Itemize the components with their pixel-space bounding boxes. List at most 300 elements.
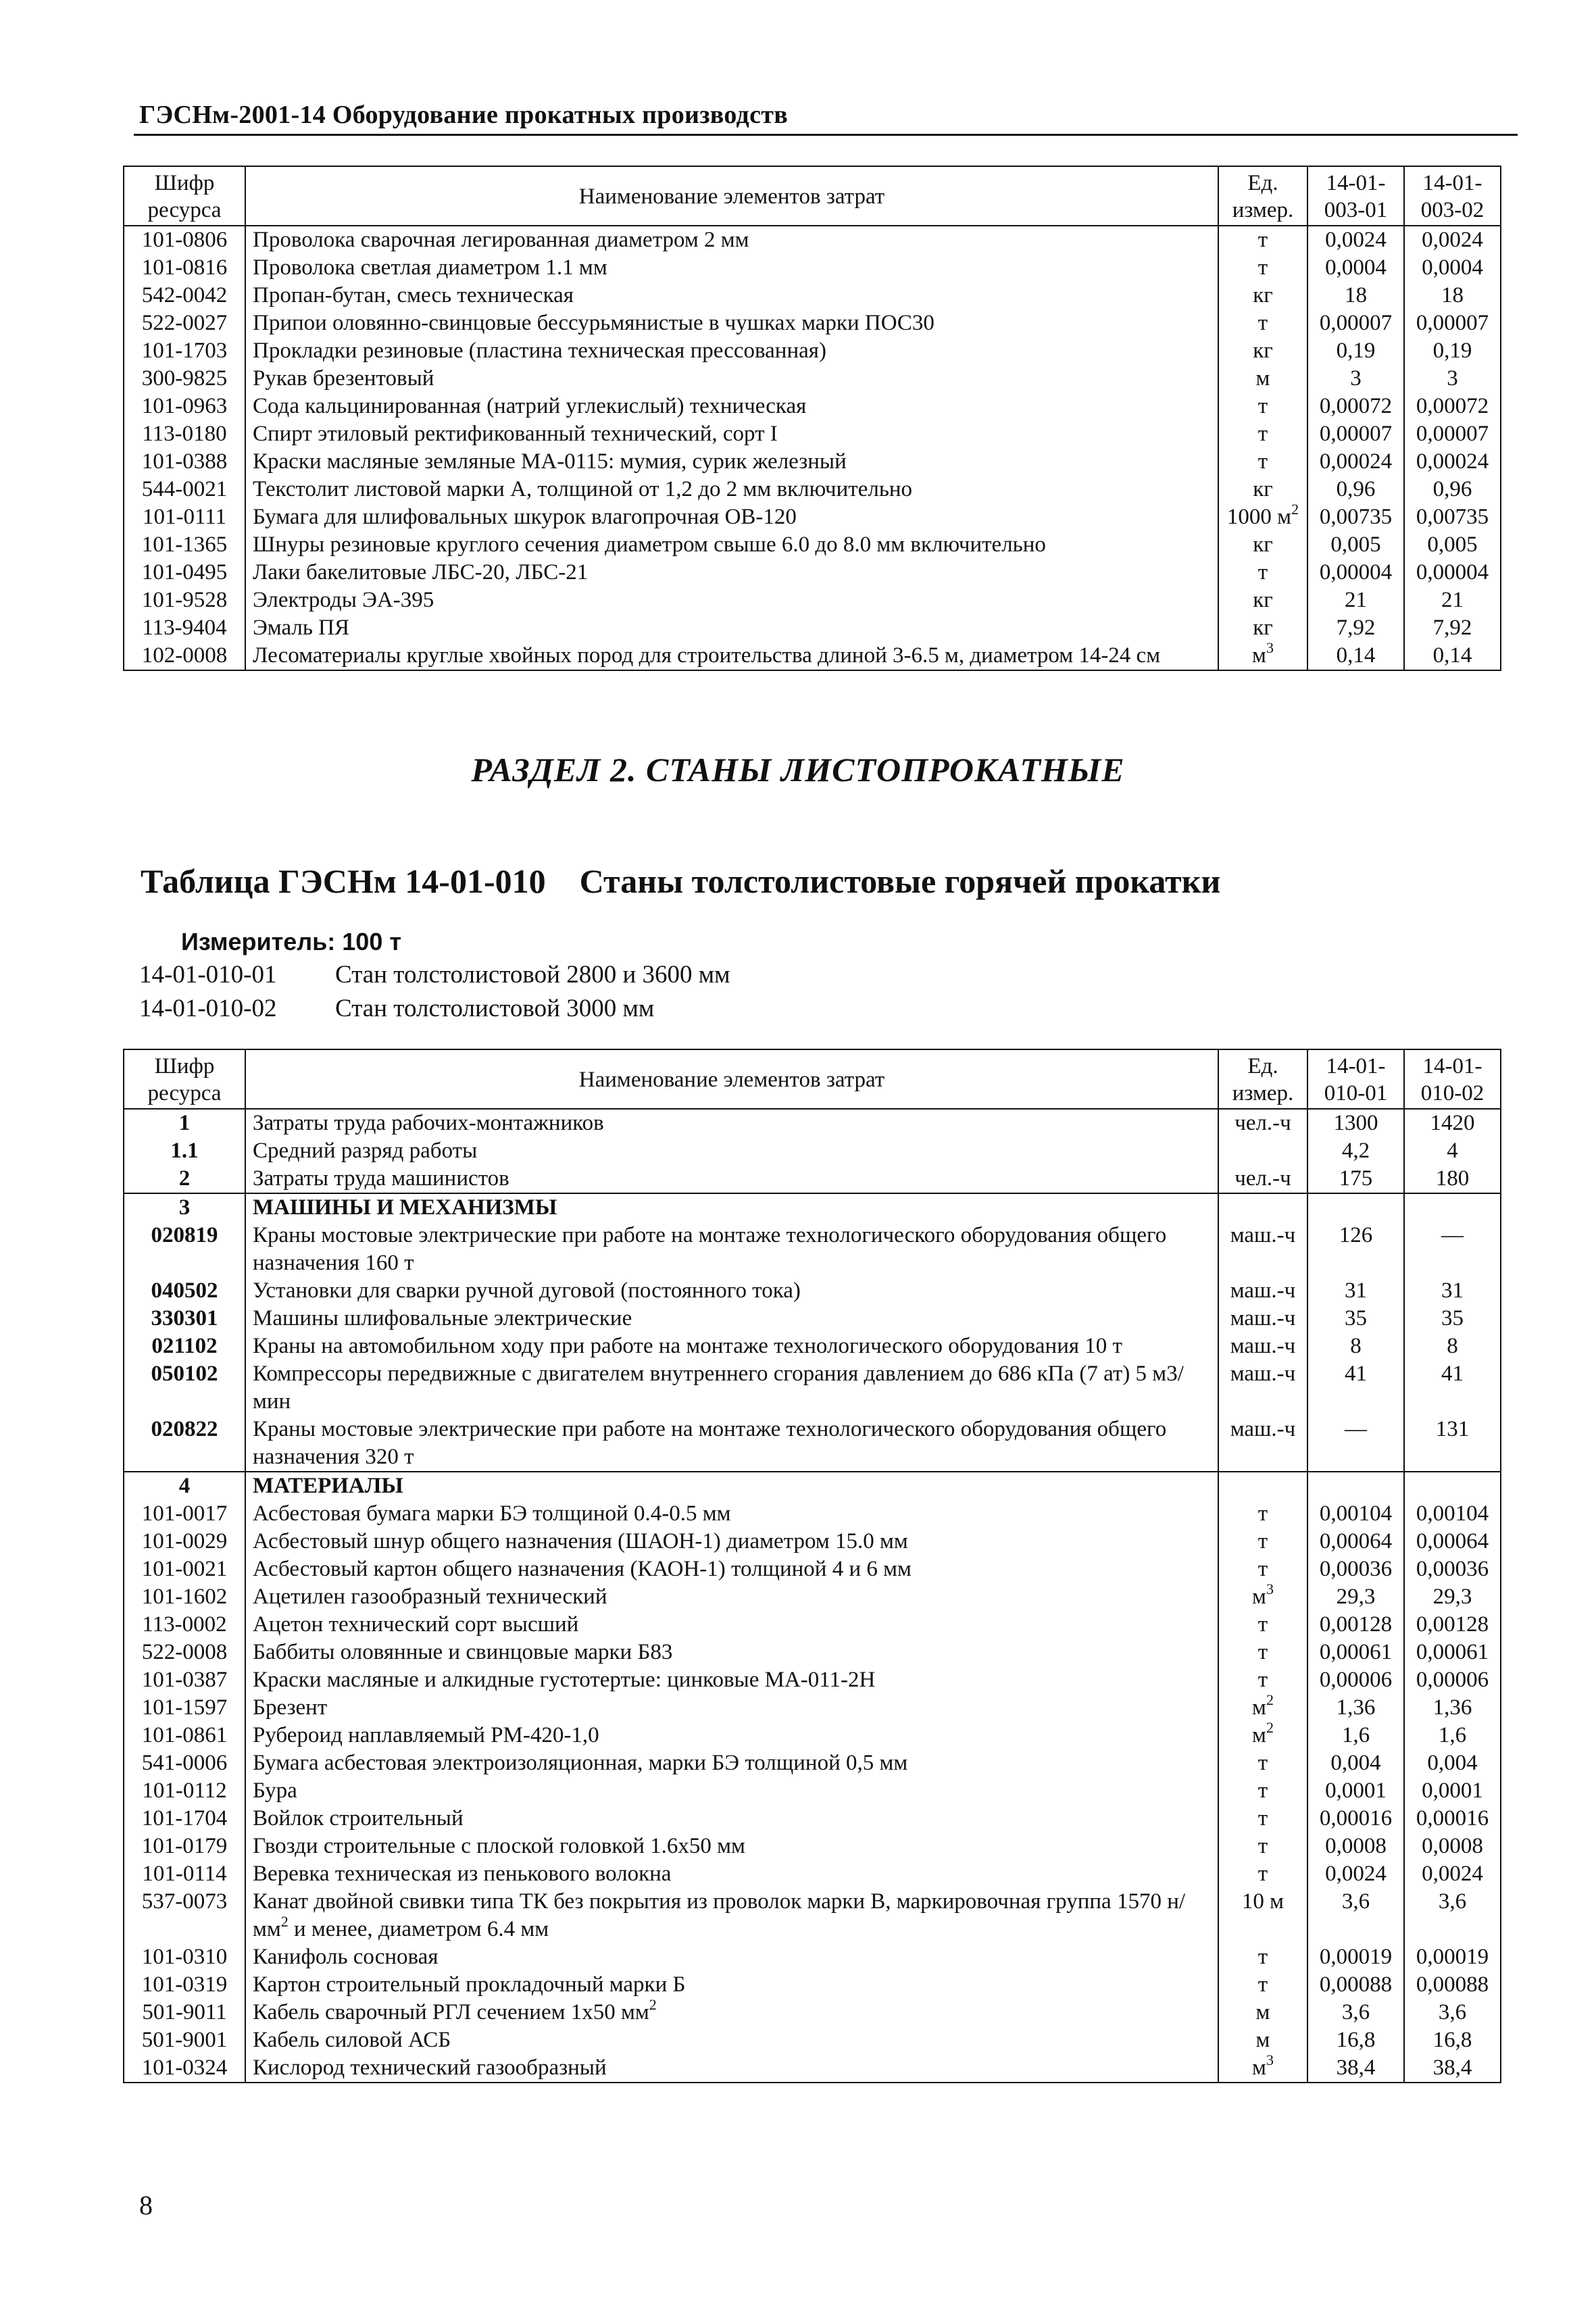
- row-value-2: 0,0008: [1404, 1833, 1501, 1860]
- row-name: [245, 254, 1218, 282]
- row-unit: [1218, 1137, 1307, 1165]
- row-name-text: Кабель силовой АСБ: [253, 2028, 451, 2052]
- row-value-1: 38,4: [1307, 2054, 1404, 2083]
- row-unit: [1218, 1691, 1307, 1722]
- row-name-text: Асбестовая бумага марки БЭ толщиной 0.4-0.5 мм: [253, 1501, 731, 1526]
- row-unit: [1218, 1333, 1307, 1360]
- measure-unit: Измеритель: 100 т: [181, 928, 401, 955]
- row-name-text: Компрессоры передвижные с двигателем внутреннего сгорания давлением до 686 кПа (7 ат) 5 м3/мин: [253, 1362, 1184, 1414]
- row-code: 101-0963: [124, 393, 245, 420]
- row-unit: [1218, 639, 1307, 670]
- row-name-text: Картон строительный прокладочный марки Б: [253, 1972, 686, 1997]
- table-row: [124, 1222, 1501, 1277]
- row-value-2: 0,00016: [1404, 1805, 1501, 1833]
- row-value-1: 0,00019: [1307, 1943, 1404, 1971]
- variant-name: Стан толстолистовой 2800 и 3600 мм: [335, 961, 730, 989]
- row-name: [245, 393, 1218, 420]
- row-value-2: 0,00064: [1404, 1528, 1501, 1555]
- row-unit-sup: 2: [1291, 501, 1299, 518]
- section-title: РАЗДЕЛ 2. СТАНЫ ЛИСТОПРОКАТНЫЕ: [471, 751, 1125, 789]
- row-name-text: Установки для сварки ручной дуговой (постоянного тока): [253, 1278, 801, 1303]
- row-unit: [1218, 559, 1307, 587]
- row-code: 101-0310: [124, 1943, 245, 1971]
- row-unit-sup: 2: [1266, 1719, 1274, 1736]
- row-unit-text: кг: [1253, 588, 1273, 612]
- table-row: [124, 1639, 1501, 1666]
- row-unit-text: т: [1257, 1834, 1268, 1858]
- row-code: 537-0073: [124, 1888, 245, 1943]
- row-unit: [1218, 2026, 1307, 2054]
- row-value-2: 18: [1404, 282, 1501, 309]
- row-name-text: Средний разряд работы: [253, 1139, 478, 1163]
- header-unit: Ед. измер.: [1218, 166, 1307, 226]
- row-name: [245, 420, 1218, 448]
- table-row: [124, 254, 1501, 282]
- row-value-2: 0,00007: [1404, 309, 1501, 337]
- row-name: [245, 1833, 1218, 1860]
- row-value-1: 1300: [1307, 1109, 1404, 1137]
- row-value-2: 1,6: [1404, 1722, 1501, 1749]
- header-col1: 14-01-010-01: [1307, 1049, 1404, 1109]
- table-row: [124, 1305, 1501, 1333]
- row-unit-text: м: [1255, 2028, 1270, 2052]
- row-name-text: Гвозди строительные с плоской головкой 1.6х50 мм: [253, 1834, 745, 1858]
- table-row: [124, 559, 1501, 587]
- row-code: 522-0008: [124, 1639, 245, 1666]
- page-number: 8: [139, 2190, 153, 2220]
- row-code: 101-1365: [124, 531, 245, 559]
- row-name: [245, 531, 1218, 559]
- table-row: [124, 1583, 1501, 1611]
- row-name-text: Проволока светлая диаметром 1.1 мм: [253, 255, 607, 280]
- row-name: [245, 226, 1218, 254]
- table-row: [124, 2026, 1501, 2054]
- row-value-1: 0,004: [1307, 1749, 1404, 1777]
- row-unit-sup: 3: [1266, 1580, 1274, 1597]
- row-code: 501-9011: [124, 1999, 245, 2026]
- row-value-2: 0,00006: [1404, 1666, 1501, 1694]
- row-name: [245, 1611, 1218, 1639]
- row-value-2: 16,8: [1404, 2026, 1501, 2054]
- row-unit-text: т: [1257, 1751, 1268, 1775]
- row-name: [245, 476, 1218, 503]
- row-unit: [1218, 365, 1307, 393]
- row-unit: [1218, 1305, 1307, 1333]
- table-row: [124, 1777, 1501, 1805]
- row-code: 101-1602: [124, 1583, 245, 1611]
- row-value-1: 0,0024: [1307, 226, 1404, 254]
- row-code: 101-9528: [124, 587, 245, 614]
- row-code: 3: [124, 1193, 245, 1222]
- row-value-1: 29,3: [1307, 1583, 1404, 1611]
- row-name-text: Краны мостовые электрические при работе на монтаже технологического оборудования общего назначения 320 т: [253, 1417, 1167, 1469]
- row-unit: [1218, 2051, 1307, 2083]
- row-value-2: 0,00036: [1404, 1555, 1501, 1583]
- row-unit-text: т: [1257, 228, 1268, 252]
- row-name: [245, 587, 1218, 614]
- row-unit-text: т: [1257, 422, 1268, 446]
- table-row: [124, 1749, 1501, 1777]
- row-name-text: Асбестовый шнур общего назначения (ШАОН-1) диаметром 15.0 мм: [253, 1529, 908, 1553]
- row-name: [245, 337, 1218, 365]
- header-col1: 14-01-003-01: [1307, 166, 1404, 226]
- row-unit: [1218, 1860, 1307, 1888]
- row-code: 101-0324: [124, 2054, 245, 2083]
- row-name: [245, 309, 1218, 337]
- row-value-2: 0,00004: [1404, 559, 1501, 587]
- resource-table-1: [123, 166, 1501, 671]
- row-name: [245, 1722, 1218, 1749]
- table-row: [124, 1943, 1501, 1971]
- table-row: [124, 309, 1501, 337]
- header-code: Шифр ресурса: [124, 1049, 245, 1109]
- row-name: [245, 559, 1218, 587]
- row-code: 101-1703: [124, 337, 245, 365]
- row-name: [245, 1749, 1218, 1777]
- table-row: [124, 420, 1501, 448]
- row-unit: [1218, 226, 1307, 254]
- row-unit: [1218, 1805, 1307, 1833]
- row-value-1: 16,8: [1307, 2026, 1404, 2054]
- row-name-text: Электроды ЭА-395: [253, 588, 434, 612]
- table-row: [124, 1333, 1501, 1360]
- row-code: 101-0495: [124, 559, 245, 587]
- row-name: [245, 1777, 1218, 1805]
- table-row: [124, 337, 1501, 365]
- row-name-text: Краны мостовые электрические при работе на монтаже технологического оборудования общего назначения 160 т: [253, 1223, 1167, 1275]
- row-value-2: —: [1404, 1222, 1501, 1277]
- row-value-1: 0,00007: [1307, 309, 1404, 337]
- row-unit-text: т: [1257, 1529, 1268, 1553]
- row-name: [245, 1277, 1218, 1305]
- table-row: [124, 1360, 1501, 1416]
- row-value-1: 0,0001: [1307, 1777, 1404, 1805]
- row-code: 102-0008: [124, 642, 245, 670]
- row-code: 101-0021: [124, 1555, 245, 1583]
- row-unit-text: т: [1257, 1557, 1268, 1581]
- row-value-1: 0,0008: [1307, 1833, 1404, 1860]
- row-name: [245, 2054, 1218, 2083]
- row-value-2: 3,6: [1404, 1888, 1501, 1943]
- row-unit: [1218, 1888, 1307, 1943]
- row-value-2: 0,00735: [1404, 503, 1501, 531]
- header-col2: 14-01-010-02: [1404, 1049, 1501, 1109]
- row-unit-sup: 2: [1266, 1691, 1274, 1708]
- row-value-1: 3,6: [1307, 1999, 1404, 2026]
- row-value-2: 0,00128: [1404, 1611, 1501, 1639]
- row-name: [245, 1666, 1218, 1694]
- row-name: [245, 1109, 1218, 1137]
- row-name: [245, 1583, 1218, 1611]
- row-name-text: Брезент: [253, 1695, 328, 1720]
- row-name-text: Бумага асбестовая электроизоляционная, марки БЭ толщиной 0,5 мм: [253, 1751, 908, 1775]
- row-name: [245, 1694, 1218, 1722]
- row-value-2: 3: [1404, 365, 1501, 393]
- row-unit-text: т: [1257, 311, 1268, 335]
- row-unit: [1218, 448, 1307, 476]
- row-unit-text: м: [1252, 1695, 1266, 1720]
- row-name: [245, 1333, 1218, 1360]
- table-row: [124, 1833, 1501, 1860]
- row-code: 113-9404: [124, 614, 245, 642]
- row-unit: [1218, 1971, 1307, 1999]
- table-row: [124, 2054, 1501, 2083]
- row-value-1: 0,00104: [1307, 1500, 1404, 1528]
- row-code: 101-1597: [124, 1694, 245, 1722]
- row-unit: [1218, 1749, 1307, 1777]
- row-name-text: Ацетон технический сорт высший: [253, 1612, 579, 1637]
- table-row: [124, 282, 1501, 309]
- row-code: 4: [124, 1472, 245, 1500]
- row-name: [245, 1500, 1218, 1528]
- row-unit-text: маш.-ч: [1230, 1417, 1296, 1441]
- row-unit-text: т: [1257, 1945, 1268, 1969]
- table-row: [124, 1888, 1501, 1943]
- row-value-1: [1307, 1472, 1404, 1500]
- table-row: [124, 393, 1501, 420]
- row-unit: [1218, 420, 1307, 448]
- row-name: [245, 448, 1218, 476]
- row-value-1: —: [1307, 1416, 1404, 1472]
- row-unit: [1218, 1580, 1307, 1611]
- row-value-2: 0,00072: [1404, 393, 1501, 420]
- row-value-1: 0,00024: [1307, 448, 1404, 476]
- row-value-2: 4: [1404, 1137, 1501, 1165]
- variant-list: [139, 958, 730, 1026]
- row-value-2: 21: [1404, 587, 1501, 614]
- row-value-1: 0,00007: [1307, 420, 1404, 448]
- row-unit-text: кг: [1253, 477, 1273, 501]
- row-value-2: 0,14: [1404, 642, 1501, 670]
- row-unit-text: т: [1257, 1640, 1268, 1664]
- row-unit-text: маш.-ч: [1230, 1278, 1296, 1303]
- row-code: 101-1704: [124, 1805, 245, 1833]
- row-unit-text: т: [1257, 1668, 1268, 1692]
- row-name: [245, 1860, 1218, 1888]
- row-name-text: Текстолит листовой марки А, толщиной от 1,2 до 2 мм включительно: [253, 477, 913, 501]
- row-unit-text: чел.-ч: [1235, 1166, 1291, 1191]
- row-code: 101-0029: [124, 1528, 245, 1555]
- table-row: [124, 587, 1501, 614]
- row-value-1: 0,00006: [1307, 1666, 1404, 1694]
- row-code: 2: [124, 1165, 245, 1193]
- row-name-text: Баббиты оловянные и свинцовые марки Б83: [253, 1640, 673, 1664]
- row-unit: [1218, 1528, 1307, 1555]
- header-rule: [134, 134, 1518, 136]
- row-unit: [1218, 587, 1307, 614]
- row-value-1: 0,19: [1307, 337, 1404, 365]
- row-code: 1.1: [124, 1137, 245, 1165]
- table-row: [124, 1528, 1501, 1555]
- row-value-2: 0,0004: [1404, 254, 1501, 282]
- row-value-1: 31: [1307, 1277, 1404, 1305]
- row-value-1: 0,00088: [1307, 1971, 1404, 1999]
- row-unit: [1218, 1611, 1307, 1639]
- row-name-text: Затраты труда машинистов: [253, 1166, 509, 1191]
- row-name: [245, 1555, 1218, 1583]
- row-code: 101-0179: [124, 1833, 245, 1860]
- row-value-2: 0,96: [1404, 476, 1501, 503]
- row-value-1: 3,6: [1307, 1888, 1404, 1943]
- row-code: 330301: [124, 1305, 245, 1333]
- row-unit-text: т: [1257, 255, 1268, 280]
- row-code: 050102: [124, 1360, 245, 1416]
- row-unit: [1218, 1416, 1307, 1472]
- row-unit: [1218, 503, 1307, 531]
- row-unit-text: маш.-ч: [1230, 1362, 1296, 1386]
- row-code: 1: [124, 1109, 245, 1137]
- row-unit-text: маш.-ч: [1230, 1223, 1296, 1247]
- row-code: 542-0042: [124, 282, 245, 309]
- row-unit: [1218, 393, 1307, 420]
- row-value-2: [1404, 1193, 1501, 1222]
- header-name: Наименование элементов затрат: [245, 1049, 1218, 1109]
- row-name: [245, 1888, 1218, 1943]
- row-name-text: Машины шлифовальные электрические: [253, 1306, 632, 1330]
- row-unit-text: м: [1252, 2056, 1266, 2080]
- row-name: [245, 503, 1218, 531]
- row-value-2: [1404, 1472, 1501, 1500]
- row-name-text: Лаки бакелитовые ЛБС-20, ЛБС-21: [253, 560, 589, 584]
- row-unit: [1218, 1109, 1307, 1137]
- row-value-1: 0,00072: [1307, 393, 1404, 420]
- row-unit-text: т: [1257, 1806, 1268, 1831]
- row-value-2: 41: [1404, 1360, 1501, 1416]
- row-name-text: Спирт этиловый ректификованный технический, сорт I: [253, 422, 778, 446]
- row-value-2: 131: [1404, 1416, 1501, 1472]
- row-value-1: 41: [1307, 1360, 1404, 1416]
- row-value-2: 1420: [1404, 1109, 1501, 1137]
- row-value-2: 7,92: [1404, 614, 1501, 642]
- table-row: [124, 1971, 1501, 1999]
- row-code: 101-0319: [124, 1971, 245, 1999]
- row-value-2: 0,00024: [1404, 448, 1501, 476]
- table-header-row: [124, 1049, 1501, 1109]
- row-name-text: Рубероид наплавляемый РМ-420-1,0: [253, 1723, 599, 1747]
- row-unit-text: т: [1257, 1972, 1268, 1997]
- row-unit-sup: 3: [1266, 2051, 1274, 2068]
- row-value-2: 0,004: [1404, 1749, 1501, 1777]
- table-row: [124, 614, 1501, 642]
- row-unit: [1218, 1833, 1307, 1860]
- row-code: 101-0806: [124, 226, 245, 254]
- row-code: 020822: [124, 1416, 245, 1472]
- variant-code: 14-01-010-01: [139, 961, 277, 989]
- row-value-1: 0,00004: [1307, 559, 1404, 587]
- row-value-1: 35: [1307, 1305, 1404, 1333]
- table-row: [124, 1666, 1501, 1694]
- row-unit: [1218, 1222, 1307, 1277]
- row-unit-text: чел.-ч: [1235, 1111, 1291, 1135]
- row-unit: [1218, 1472, 1307, 1500]
- table-header-row: [124, 166, 1501, 226]
- table-row: [124, 1500, 1501, 1528]
- table-row: [124, 531, 1501, 559]
- row-name: [245, 1639, 1218, 1666]
- header-col2: 14-01-003-02: [1404, 166, 1501, 226]
- table-row: [124, 1277, 1501, 1305]
- row-unit: [1218, 309, 1307, 337]
- row-name-sup: 2: [280, 1913, 289, 1930]
- row-unit: [1218, 337, 1307, 365]
- table-group-row: [124, 1472, 1501, 1500]
- row-value-2: 0,0001: [1404, 1777, 1501, 1805]
- row-name-text: Сода кальцинированная (натрий углекислый) техническая: [253, 394, 807, 418]
- row-value-2: 1,36: [1404, 1694, 1501, 1722]
- table-row: [124, 1416, 1501, 1472]
- row-unit: [1218, 614, 1307, 642]
- row-unit: [1218, 1165, 1307, 1193]
- row-name-text: МАШИНЫ И МЕХАНИЗМЫ: [253, 1195, 557, 1220]
- row-value-2: 0,0024: [1404, 226, 1501, 254]
- row-unit-text: м: [1252, 1585, 1266, 1609]
- row-unit-text: 1000 м: [1226, 505, 1292, 529]
- row-value-2: 0,00007: [1404, 420, 1501, 448]
- row-name-text: Ацетилен газообразный технический: [253, 1585, 607, 1609]
- row-value-2: 0,00061: [1404, 1639, 1501, 1666]
- row-value-2: 38,4: [1404, 2054, 1501, 2083]
- row-value-2: 3,6: [1404, 1999, 1501, 2026]
- row-value-1: 0,00061: [1307, 1639, 1404, 1666]
- row-name-text: Бумага для шлифовальных шкурок влагопрочная ОВ-120: [253, 505, 797, 529]
- row-value-1: 4,2: [1307, 1137, 1404, 1165]
- table-title: [141, 862, 1220, 901]
- row-name: [245, 1305, 1218, 1333]
- table-row: [124, 503, 1501, 531]
- header-code: Шифр ресурса: [124, 166, 245, 226]
- table-row: [124, 1109, 1501, 1137]
- row-unit: [1218, 1719, 1307, 1749]
- row-unit-text: т: [1257, 1612, 1268, 1637]
- row-name-text: Краны на автомобильном ходу при работе на монтаже технологического оборудования 10 т: [253, 1334, 1122, 1358]
- variant-code: 14-01-010-02: [139, 995, 277, 1022]
- row-code: 541-0006: [124, 1749, 245, 1777]
- row-code: 300-9825: [124, 365, 245, 393]
- row-value-2: 180: [1404, 1165, 1501, 1193]
- row-name-text: Канифоль сосновая: [253, 1945, 439, 1969]
- row-value-2: 0,19: [1404, 337, 1501, 365]
- table-row: [124, 1165, 1501, 1193]
- row-name: [245, 1137, 1218, 1165]
- row-name-text: Асбестовый картон общего назначения (КАОН-1) толщиной 4 и 6 мм: [253, 1557, 912, 1581]
- row-name-text: Кабель сварочный РГЛ сечением 1х50 мм: [253, 2000, 649, 2024]
- row-code: 101-0388: [124, 448, 245, 476]
- row-name: [245, 365, 1218, 393]
- row-value-2: 0,005: [1404, 531, 1501, 559]
- table-row: [124, 448, 1501, 476]
- row-name: [245, 1360, 1218, 1416]
- running-title: ГЭСНм-2001-14 Оборудование прокатных производств: [139, 101, 789, 129]
- row-code: 021102: [124, 1333, 245, 1360]
- variant-item: [139, 958, 730, 992]
- row-unit-text: кг: [1253, 283, 1273, 307]
- variant-item: [139, 992, 730, 1026]
- table-group-row: [124, 1193, 1501, 1222]
- row-unit-text: т: [1257, 1862, 1268, 1886]
- row-value-2: 0,00019: [1404, 1943, 1501, 1971]
- row-unit: [1218, 1999, 1307, 2026]
- row-name-text: Припои оловянно-свинцовые бессурьмянистые в чушках марки ПОС30: [253, 311, 934, 335]
- row-code: 020819: [124, 1222, 245, 1277]
- row-value-1: 0,0004: [1307, 254, 1404, 282]
- row-name-text: Кислород технический газообразный: [253, 2056, 607, 2080]
- row-code: 522-0027: [124, 309, 245, 337]
- row-name-text: Краски масляные и алкидные густотертые: цинковые МА-011-2Н: [253, 1668, 876, 1692]
- row-value-1: 0,00016: [1307, 1805, 1404, 1833]
- row-code: 101-0114: [124, 1860, 245, 1888]
- table-row: [124, 1555, 1501, 1583]
- row-code: 101-0017: [124, 1500, 245, 1528]
